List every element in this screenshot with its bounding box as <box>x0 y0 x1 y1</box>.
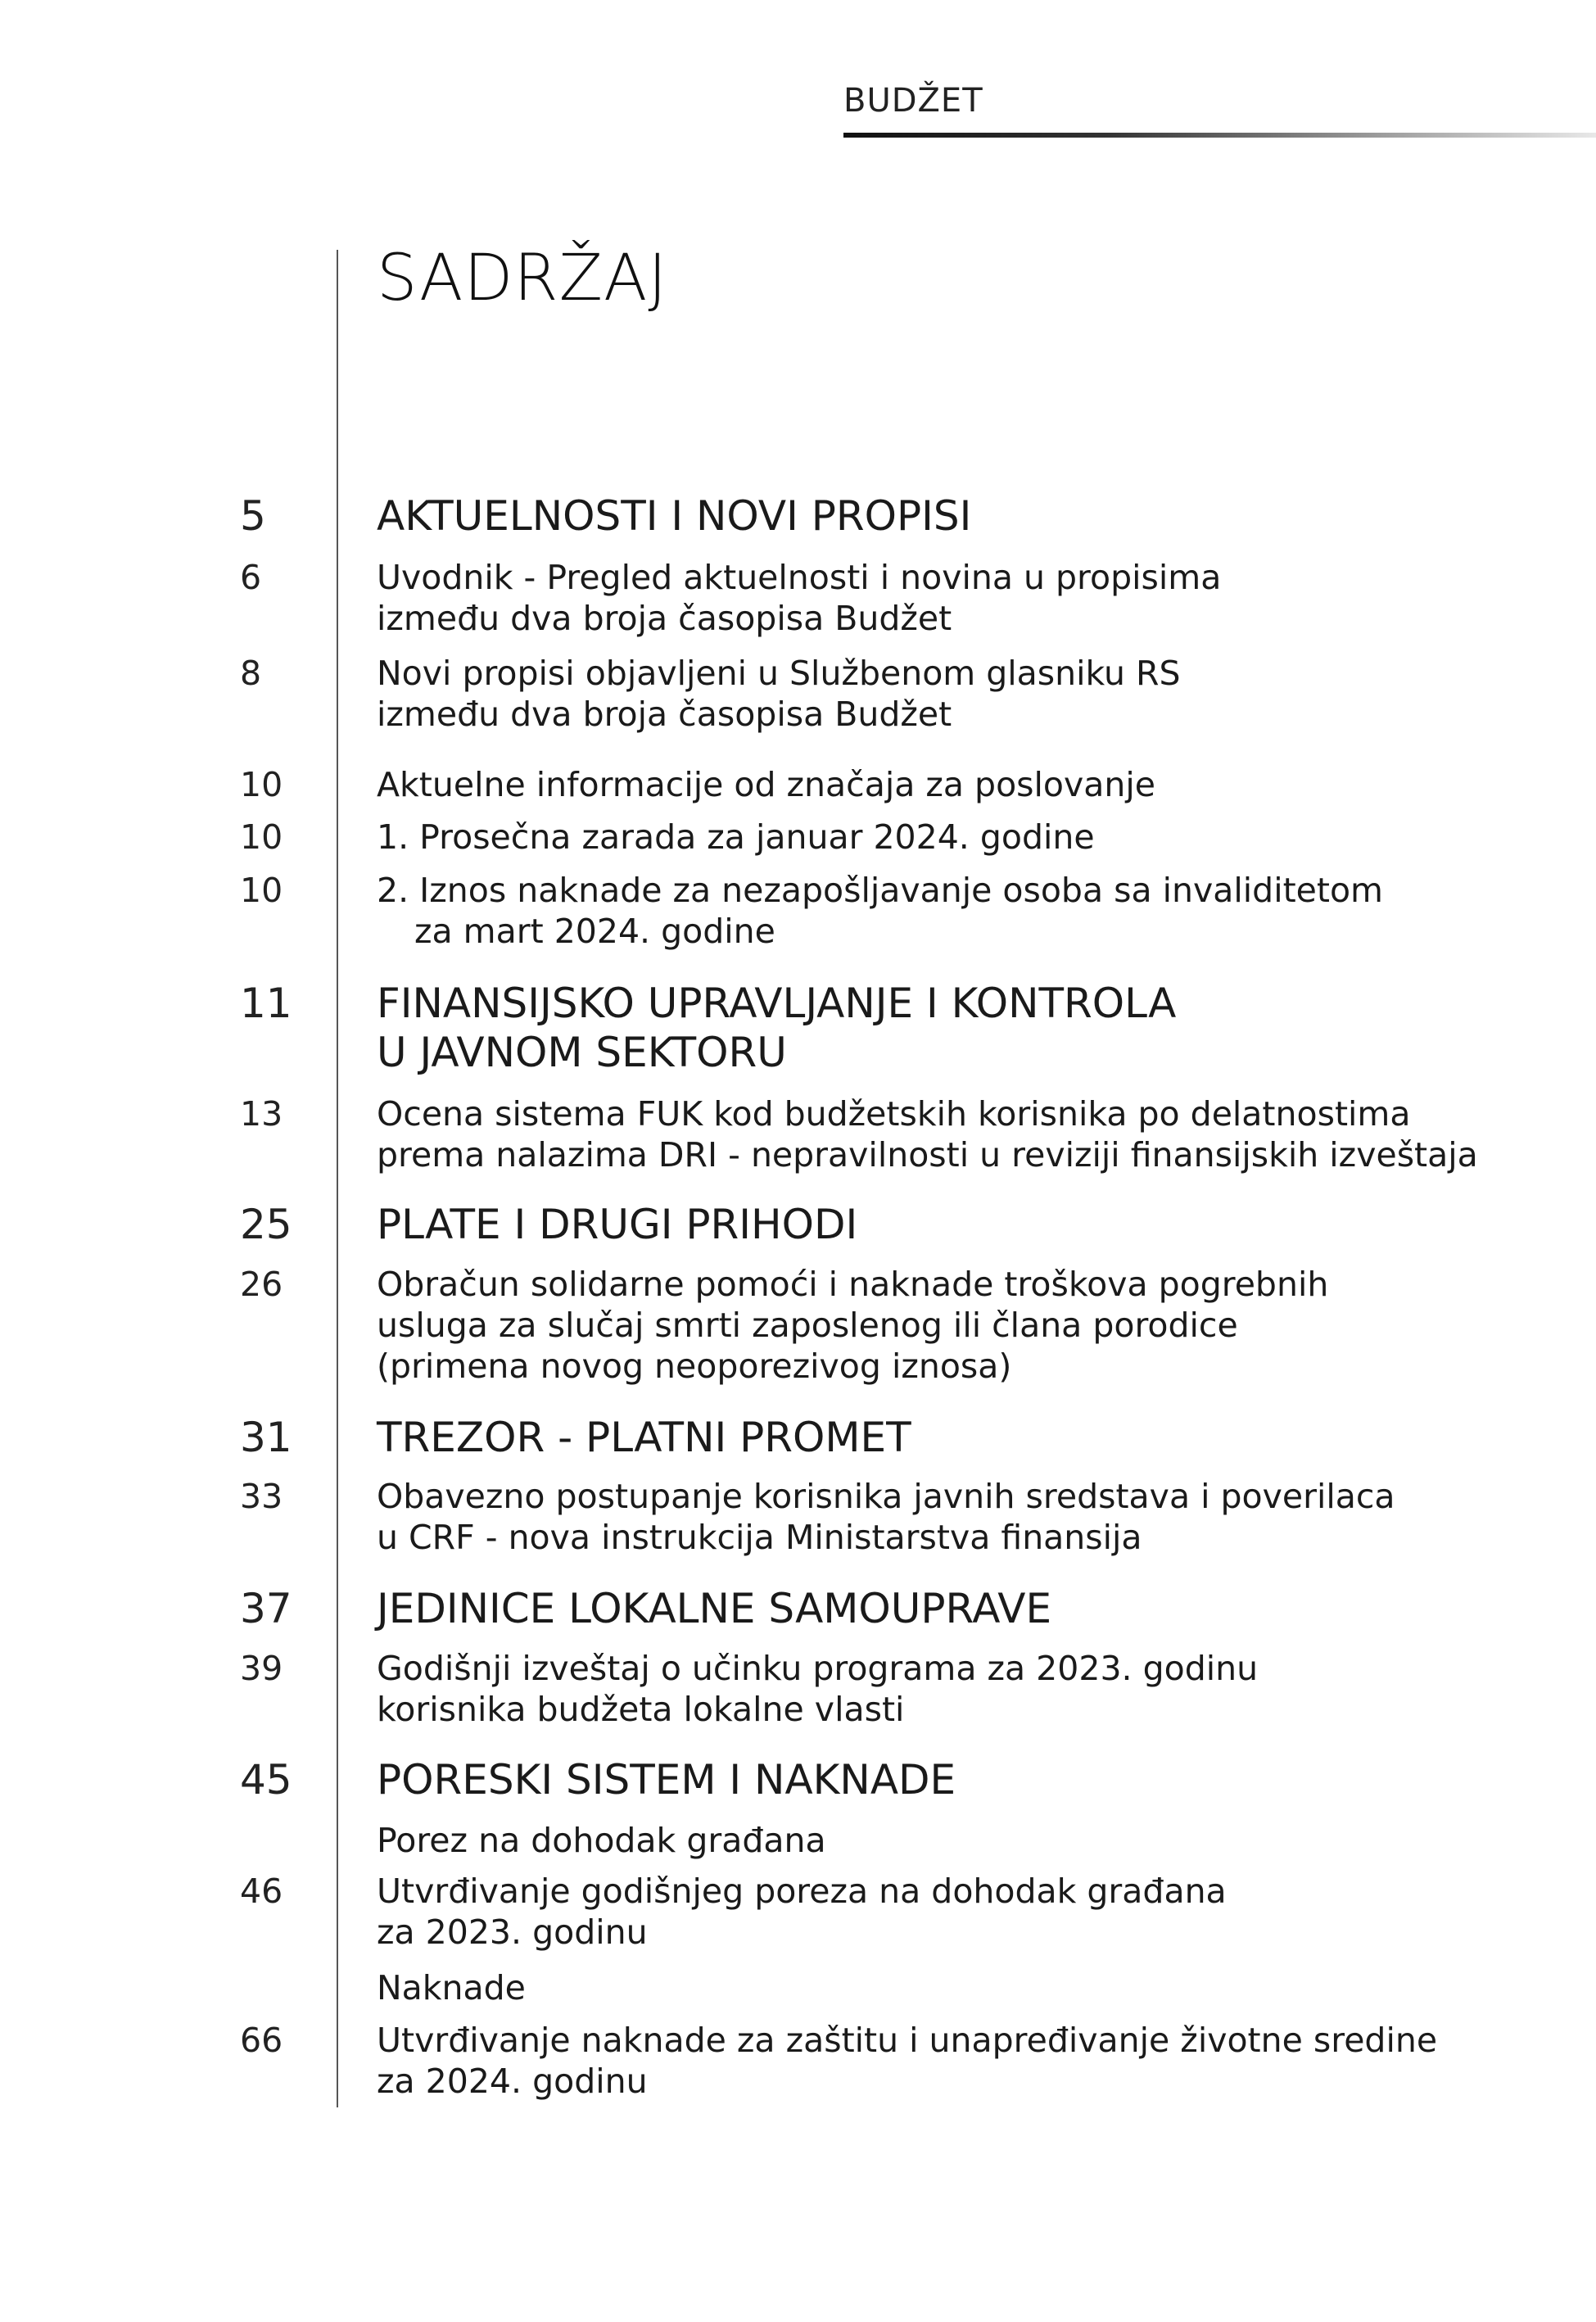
toc-article <box>377 557 1221 639</box>
toc-article-line: (primena novog neoporezivog iznosa) <box>377 1347 1012 1386</box>
toc-page-number: 33 <box>240 1477 283 1516</box>
toc-article <box>377 1264 1328 1387</box>
toc-page-number: 46 <box>240 1872 283 1911</box>
toc-article-line: Uvodnik - Pregled aktuelnosti i novina u propisima <box>377 558 1222 597</box>
toc-article-line: Obračun solidarne pomoći i naknade troškova pogrebnih <box>377 1265 1329 1304</box>
toc-page-number: 10 <box>240 871 283 910</box>
toc-article <box>377 1648 1258 1730</box>
toc-section-heading <box>377 979 1176 1077</box>
toc-page-number: 37 <box>240 1585 292 1632</box>
header-rule <box>843 133 1596 138</box>
toc-article: 1. Prosečna zarada za januar 2024. godine <box>377 817 1095 857</box>
toc-article-line: korisnika budžeta lokalne vlasti <box>377 1690 905 1729</box>
toc-page-number: 8 <box>240 654 262 693</box>
toc-article-line: Utvrđivanje godišnjeg poreza na dohodak građana <box>377 1872 1227 1911</box>
toc-section-heading: TREZOR - PLATNI PROMET <box>377 1414 911 1461</box>
toc-article-line: Godišnji izveštaj o učinku programa za 2023. godinu <box>377 1649 1259 1688</box>
toc-article-line: prema nalazima DRI - nepravilnosti u reviziji finansijskih izveštaja <box>377 1135 1478 1175</box>
running-header: BUDŽET <box>843 82 983 120</box>
toc-page-number: 31 <box>240 1414 292 1461</box>
toc-page-number: 6 <box>240 558 262 597</box>
toc-subheading: Naknade <box>377 1968 526 2007</box>
toc-article <box>377 870 1383 952</box>
toc-section-heading: PORESKI SISTEM I NAKNADE <box>377 1756 956 1804</box>
toc-article-line: između dva broja časopisa Budžet <box>377 599 952 638</box>
toc-page-number: 10 <box>240 765 283 804</box>
toc-article <box>377 1871 1227 1953</box>
toc-article <box>377 2020 1437 2102</box>
vertical-rule <box>337 250 338 2107</box>
toc-article-line: 2. Iznos naknade za nezapošljavanje osoba sa invaliditetom <box>377 871 1383 910</box>
toc-article-line: za mart 2024. godine <box>414 912 775 951</box>
toc-article: Aktuelne informacije od značaja za poslovanje <box>377 765 1155 804</box>
toc-heading-line: FINANSIJSKO UPRAVLJANJE I KONTROLA <box>377 980 1177 1027</box>
toc-article-line: u CRF - nova instrukcija Ministarstva finansija <box>377 1518 1142 1557</box>
toc-page-number: 39 <box>240 1649 283 1688</box>
toc-page-number: 66 <box>240 2021 283 2060</box>
toc-page-number: 26 <box>240 1265 283 1304</box>
toc-title: SADRŽAJ <box>377 242 668 315</box>
toc-article <box>377 1093 1478 1175</box>
toc-article-line: Utvrđivanje naknade za zaštitu i unapređivanje životne sredine <box>377 2021 1438 2060</box>
toc-page-number: 5 <box>240 492 266 540</box>
toc-article-line: između dva broja časopisa Budžet <box>377 695 952 734</box>
toc-article <box>377 1476 1395 1558</box>
toc-subheading: Porez na dohodak građana <box>377 1821 826 1860</box>
toc-page-number: 10 <box>240 817 283 857</box>
toc-page-number: 13 <box>240 1094 283 1134</box>
toc-page-number: 11 <box>240 980 292 1027</box>
toc-article-line: Novi propisi objavljeni u Službenom glasniku RS <box>377 654 1181 693</box>
toc-article-line: Ocena sistema FUK kod budžetskih korisnika po delatnostima <box>377 1094 1411 1134</box>
toc-article-line: Obavezno postupanje korisnika javnih sredstava i poverilaca <box>377 1477 1395 1516</box>
toc-article-line: usluga za slučaj smrti zaposlenog ili člana porodice <box>377 1306 1238 1345</box>
toc-article-line: za 2023. godinu <box>377 1912 648 1952</box>
toc-section-heading: JEDINICE LOKALNE SAMOUPRAVE <box>377 1585 1052 1632</box>
toc-article-line: za 2024. godinu <box>377 2062 648 2101</box>
toc-section-heading: PLATE I DRUGI PRIHODI <box>377 1201 858 1248</box>
toc-article <box>377 653 1181 735</box>
toc-page-number: 25 <box>240 1201 292 1248</box>
toc-heading-line: U JAVNOM SEKTORU <box>377 1029 787 1076</box>
toc-page-number: 45 <box>240 1756 292 1804</box>
toc-section-heading: AKTUELNOSTI I NOVI PROPISI <box>377 492 972 540</box>
